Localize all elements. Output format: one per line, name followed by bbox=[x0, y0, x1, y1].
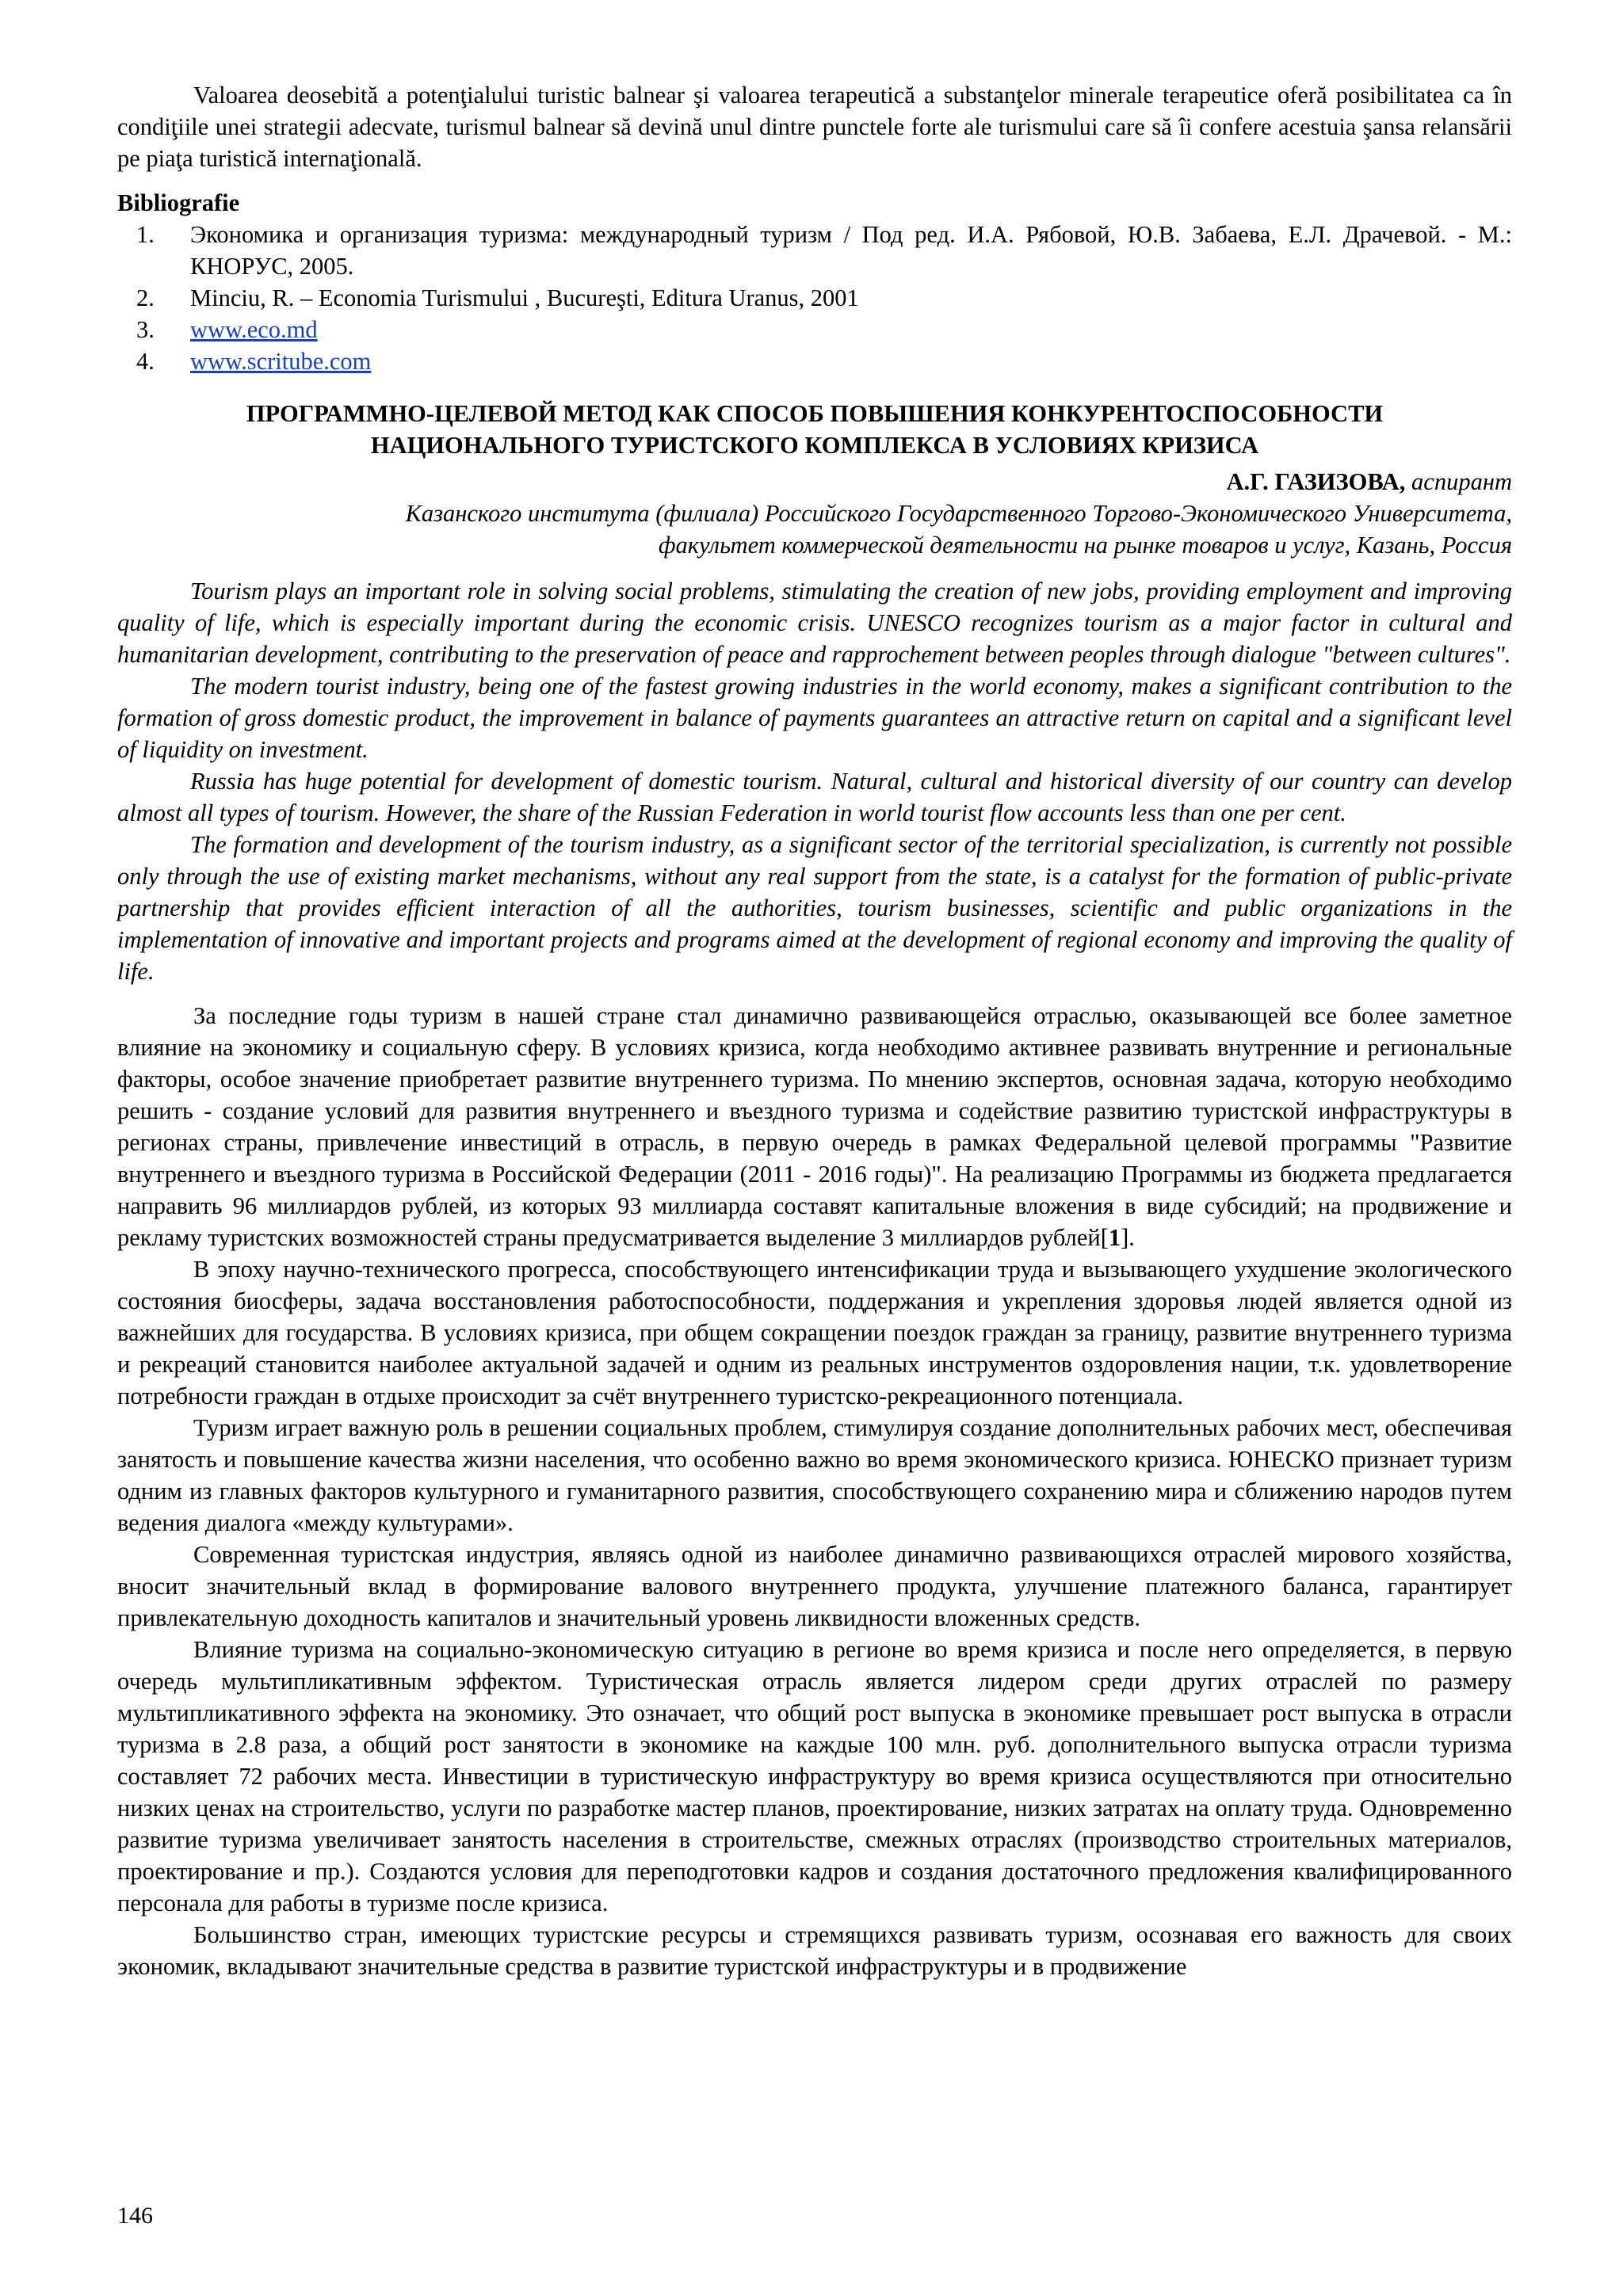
link-eco-md[interactable]: www.eco.md bbox=[190, 316, 318, 343]
bibliography-number: 4. bbox=[136, 348, 155, 375]
bibliography-item bbox=[117, 282, 1512, 314]
body-paragraph bbox=[117, 1000, 1512, 1253]
document-page bbox=[117, 79, 1512, 1982]
author-line bbox=[117, 466, 1512, 498]
abstract bbox=[117, 575, 1512, 987]
affiliation-line: Казанского института (филиала) Российского Государственного Торгово-Экономического Университета, bbox=[405, 500, 1512, 527]
abstract-paragraph: Tourism plays an important role in solving social problems, stimulating the creation of new jobs, providing employment and improving quality of life, which is especially important during the economic crisis. UNESCO recognizes tourism as a major factor in cultural and humanitarian development, contributing to the preservation of peace and rapprochement between peoples through dialogue "between cultures". bbox=[117, 578, 1512, 668]
body-paragraph: Туризм играет важную роль в решении социальных проблем, стимулируя создание дополнительных рабочих мест, обеспечивая занятость и повышение качества жизни населения, что особенно важно во время экономического кризиса. ЮНЕСКО признает туризм одним из главных факторов культурного и гуманитарного развития, способствующего сохранению мира и сближению народов путем ведения диалога «между культурами». bbox=[117, 1414, 1512, 1536]
page-number: 146 bbox=[117, 2203, 153, 2229]
author-role: аспирант bbox=[1405, 468, 1512, 495]
bibliography-heading: Bibliografie bbox=[117, 189, 240, 216]
body-paragraph: Влияние туризма на социально-экономическую ситуацию в регионе во время кризиса и после него определяется, в первую очередь мультипликативным эффектом. Туристическая отрасль является лидером среди других отраслей по размеру мультипликативного эффекта на экономику. Это означает, что общий рост выпуска в экономике превышает рост выпуска в отрасли туризма в 2.8 раза, а общий рост занятости в экономике на каждые 100 млн. руб. дополнительного выпуска отрасли туризма составляет 72 рабочих места. Инвестиции в туристическую инфраструктуру во время кризиса осуществляются при относительно низких ценах на строительство, услуги по разработке мастер планов, проектирование, низких затратах на оплату труда. Одновременно развитие туризма увеличивает занятость населения в строительстве, смежных отраслях (производство строительных материалов, проектирование и пр.). Создаются условия для переподготовки кадров и создания достаточного предложения квалифицированного персонала для работы в туризме после кризиса. bbox=[117, 1636, 1512, 1917]
intro-paragraph: Valoarea deosebită a potenţialului turistic balnear şi valoarea terapeutică a substanţelor minerale terapeutice oferă posibilitatea ca în condiţiile unei strategii adecvate, turismul balnear să devină unul dintre punctele forte ale turismului care să îi confere acestuia şansa relansării pe piaţa turistică internaţională. bbox=[117, 82, 1512, 172]
author-name: А.Г. ГАЗИЗОВА, bbox=[1226, 468, 1406, 495]
body-text: За последние годы туризм в нашей стране стал динамично развивающейся отраслью, оказывающей все более заметное влияние на экономику и социальную сферу. В условиях кризиса, когда необходимо активнее развивать внутренние и региональные факторы, особое значение приобретает развитие внутреннего туризма. По мнению экспертов, основная задача, которую необходимо решить - создание условий для развития внутреннего и въездного туризма и содействие развитию туристской инфраструктуры в регионах страны, привлечение инвестиций в отрасль, в первую очередь в рамках Федеральной целевой программы "Развитие внутреннего и въездного туризма в Российской Федерации (2011 - 2016 годы)". На реализацию Программы из бюджета предлагается направить 96 миллиардов рублей, из которых 93 миллиарда составят капитальные вложения в виде субсидий; на продвижение и рекламу туристских возможностей страны предусматривается выделение 3 миллиардов рублей[ bbox=[117, 1002, 1512, 1251]
bibliography-text: Экономика и организация туризма: международный туризм / Под ред. И.А. Рябовой, Ю.В. Забаева, Е.Л. Драчевой. - М.: КНОРУС, 2005. bbox=[190, 221, 1512, 280]
bibliography-item bbox=[117, 219, 1512, 282]
article-title-line: НАЦИОНАЛЬНОГО ТУРИСТСКОГО КОМПЛЕКСА В УСЛОВИЯХ КРИЗИСА bbox=[370, 432, 1259, 459]
affiliation-line: факультет коммерческой деятельности на рынке товаров и услуг, Казань, Россия bbox=[658, 532, 1512, 559]
bibliography-number: 3. bbox=[136, 316, 155, 343]
body-text-end: ]. bbox=[1121, 1224, 1135, 1251]
article-body bbox=[117, 1000, 1512, 1982]
article-title bbox=[117, 398, 1512, 461]
citation-ref[interactable]: 1 bbox=[1108, 1224, 1121, 1251]
abstract-paragraph: Russia has huge potential for development of domestic tourism. Natural, cultural and historical diversity of our country can develop almost all types of tourism. However, the share of the Russian Federation in world tourist flow accounts less than one per cent. bbox=[117, 768, 1512, 826]
bibliography-item bbox=[117, 345, 1512, 377]
bibliography-number: 2. bbox=[136, 284, 155, 311]
abstract-paragraph: The modern tourist industry, being one of the fastest growing industries in the world economy, makes a significant contribution to the formation of gross domestic product, the improvement in balance of payments guarantees an attractive return on capital and a significant level of liquidity on investment. bbox=[117, 673, 1512, 763]
abstract-paragraph: The formation and development of the tourism industry, as a significant sector of the territorial specialization, is currently not possible only through the use of existing market mechanisms, without any real support from the state, is a catalyst for the formation of public-private partnership that provides efficient interaction of all the authorities, tourism businesses, scientific and public organizations in the implementation of innovative and important projects and programs aimed at the development of regional economy and improving the quality of life. bbox=[117, 831, 1512, 985]
bibliography-list bbox=[117, 219, 1512, 377]
bibliography-item bbox=[117, 314, 1512, 345]
author-affiliation bbox=[117, 498, 1512, 561]
body-paragraph: В эпоху научно-технического прогресса, способствующего интенсификации труда и вызывающего ухудшение экологического состояния биосферы, задача восстановления работоспособности, поддержания и укрепления здоровья людей является одной из важнейших для государства. В условиях кризиса, при общем сокращении поездок граждан за границу, развитие внутреннего туризма и рекреаций становится наиболее актуальной задачей и одним из реальных инструментов оздоровления нации, т.к. удовлетворение потребности граждан в отдыхе происходит за счёт внутреннего туристско-рекреационного потенциала. bbox=[117, 1256, 1512, 1409]
intro-section bbox=[117, 79, 1512, 174]
article-title-line: ПРОГРАММНО-ЦЕЛЕВОЙ МЕТОД КАК СПОСОБ ПОВЫШЕНИЯ КОНКУРЕНТОСПОСОБНОСТИ bbox=[246, 400, 1384, 427]
body-paragraph: Современная туристская индустрия, являясь одной из наиболее динамично развивающихся отраслей мирового хозяйства, вносит значительный вклад в формирование валового внутреннего продукта, улучшение платежного баланса, гарантирует привлекательную доходность капиталов и значительный уровень ликвидности вложенных средств. bbox=[117, 1541, 1512, 1631]
body-paragraph: Большинство стран, имеющих туристские ресурсы и стремящихся развивать туризм, осознавая его важность для своих экономик, вкладывают значительные средства в развитие туристской инфраструктуры и в продвижение bbox=[117, 1921, 1512, 1980]
link-scritube[interactable]: www.scritube.com bbox=[190, 348, 372, 375]
bibliography-number: 1. bbox=[136, 221, 155, 248]
bibliography-text: Minciu, R. – Economia Turismului , Bucureşti, Editura Uranus, 2001 bbox=[190, 284, 859, 311]
